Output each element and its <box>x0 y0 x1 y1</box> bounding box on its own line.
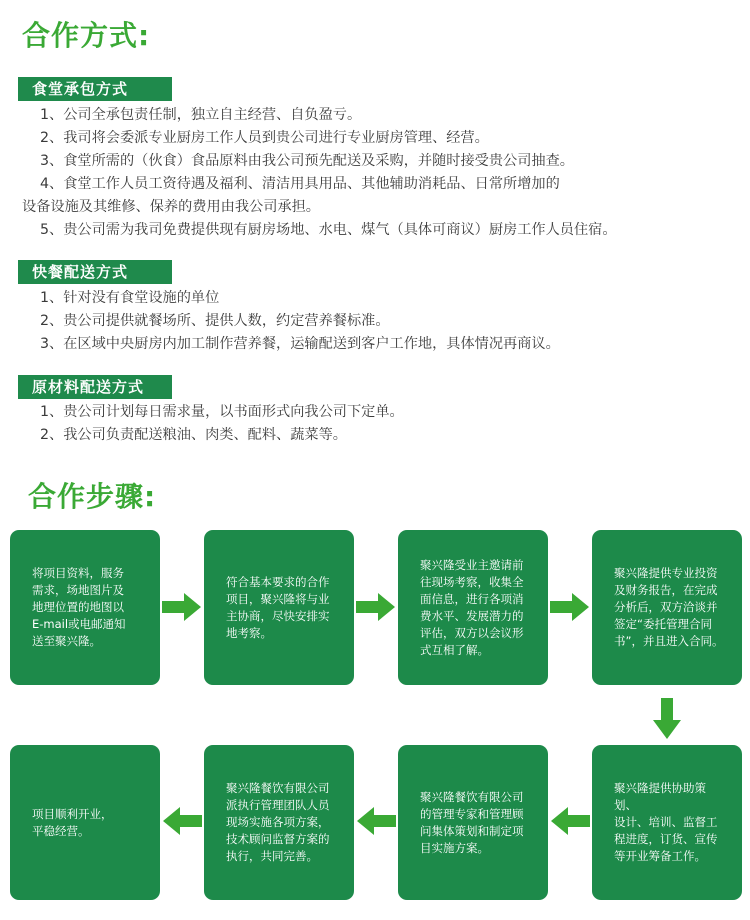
list-item: 1、贵公司计划每日需求量，以书面形式向我公司下定单。 <box>40 404 404 420</box>
step-box-7 <box>204 745 354 900</box>
arrow-left-icon <box>356 806 396 836</box>
step-box-8 <box>10 745 160 900</box>
step-text: 聚兴隆提供专业投资 及财务报告，在完成 分析后，双方洽谈并 签定“委托管理合同 书”，并且进入合同。 <box>614 566 724 648</box>
list-item-continuation: 设备设施及其维修、保养的费用由我公司承担。 <box>22 199 320 215</box>
section-tag-fast-food-delivery: 快餐配送方式 <box>18 260 172 284</box>
list-item: 4、食堂工作人员工资待遇及福利、清洁用具用品、其他辅助消耗品、日常所增加的 <box>40 176 560 192</box>
list-item: 2、我公司负责配送粮油、肉类、配料、蔬菜等。 <box>40 427 347 443</box>
arrow-left-icon <box>162 806 202 836</box>
arrow-right-icon <box>550 592 590 622</box>
step-box-6 <box>398 745 548 900</box>
step-box-2 <box>204 530 354 685</box>
step-box-5 <box>592 745 742 900</box>
step-text: 聚兴隆提供协助策划、 设计、培训、监督工 程进度，订货、宣传 等开业筹备工作。 <box>614 781 718 863</box>
list-item: 2、贵公司提供就餐场所、提供人数，约定营养餐标准。 <box>40 313 390 329</box>
section-lines-canteen-contract <box>0 104 750 242</box>
step-text: 符合基本要求的合作 项目，聚兴隆将与业 主协商，尽快安排实 地考察。 <box>226 574 330 640</box>
step-box-3 <box>398 530 548 685</box>
list-item: 1、针对没有食堂设施的单位 <box>40 290 220 306</box>
list-item: 2、我司将会委派专业厨房工作人员到贵公司进行专业厨房管理、经营。 <box>40 130 489 146</box>
arrow-right-icon <box>162 592 202 622</box>
cooperation-steps-heading: 合作步骤: <box>28 480 157 513</box>
step-box-4 <box>592 530 742 685</box>
section-lines-raw-material-delivery <box>0 401 750 447</box>
section-tag-canteen-contract: 食堂承包方式 <box>18 77 172 101</box>
section-lines-fast-food-delivery <box>0 287 750 356</box>
cooperation-methods-heading: 合作方式: <box>22 19 151 52</box>
arrow-down-icon <box>652 698 682 740</box>
arrow-left-icon <box>550 806 590 836</box>
list-item: 3、在区域中央厨房内加工制作营养餐，运输配送到客户工作地，具体情况再商议。 <box>40 336 560 352</box>
list-item: 3、食堂所需的（伙食）食品原料由我公司预先配送及采购，并随时接受贵公司抽查。 <box>40 153 574 169</box>
step-text: 将项目资料，服务 需求，场地图片及 地理位置的地图以 E-mail或电邮通知 送至聚兴隆。 <box>32 566 126 648</box>
list-item: 1、公司全承包责任制，独立自主经营、自负盈亏。 <box>40 107 362 123</box>
step-text: 聚兴隆餐饮有限公司 的管理专家和管理顾 问集体策划和制定项 目实施方案。 <box>420 789 524 855</box>
step-text: 聚兴隆餐饮有限公司 派执行管理团队人员 现场实施各项方案， 技术顾问监督方案的 执行，共同完善。 <box>226 781 330 863</box>
step-text: 项目顺利开业， 平稳经营。 <box>32 806 113 838</box>
step-text: 聚兴隆受业主邀请前 往现场考察，收集全 面信息，进行各项消 费水平、发展潜力的 评估，双方以会议形 式互相了解。 <box>420 557 524 657</box>
section-tag-raw-material-delivery: 原材料配送方式 <box>18 375 172 399</box>
list-item: 5、贵公司需为我司免费提供现有厨房场地、水电、煤气（具体可商议）厨房工作人员住宿。 <box>40 222 617 238</box>
arrow-right-icon <box>356 592 396 622</box>
step-box-1 <box>10 530 160 685</box>
